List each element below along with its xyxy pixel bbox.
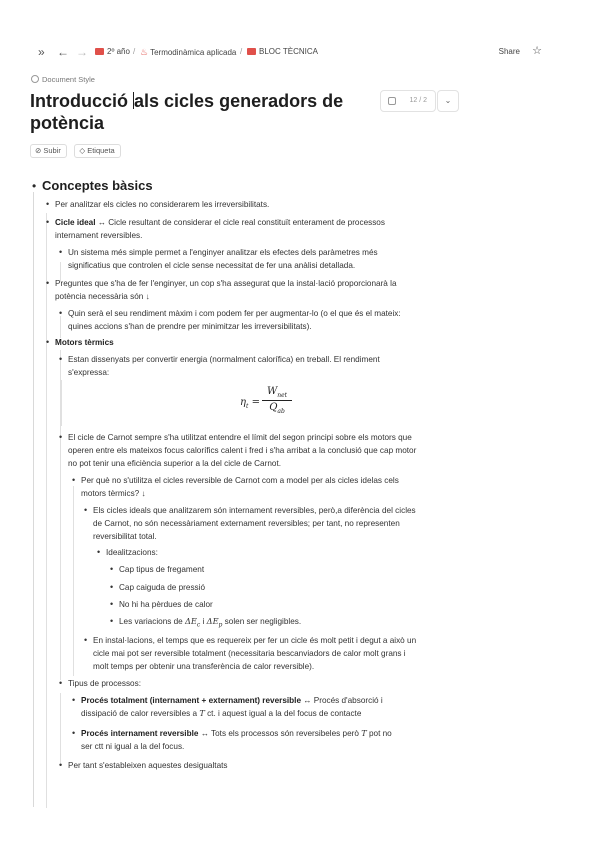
bullet: • [46,337,50,347]
breadcrumb-item-year[interactable]: 2º año [95,44,130,60]
list-item-motors[interactable]: Motors tèrmics [55,338,114,347]
list-item-continuation: reversibilitat total. [93,532,157,541]
list-item-continuation: s'expressa: [68,368,110,377]
bullet: • [46,278,50,288]
bullet: • [97,547,101,557]
list-item[interactable]: Un sistema més simple permet a l'enginyer analitzar els efectes dels paràmetres més [68,248,378,257]
list-item-continuation: ser ctt ni igual a la del focus. [81,742,185,751]
list-item[interactable]: En instal·lacions, el temps que es requereix per fer un cicle és molt petit i degut a això un [93,636,417,645]
page-counter[interactable]: 12 / 2 [380,90,436,112]
list-item[interactable]: Cap tipus de fregament [119,565,205,574]
list-item-continuation: operen entre els mateixos focus calorífics calent i fred i s'ha arribat a la conclusió que cap motor [68,446,417,455]
list-item-continuation: significatius que controlen el cicle sense necessitat de fer una anàlisi detallada. [68,261,356,270]
bullet: • [59,354,63,364]
list-item[interactable]: Preguntes que s'ha de fer l'enginyer, un cop s'ha assegurat que la instal·lació proporcionarà la [55,279,397,288]
list-item-continuation: cicle mai pot ser reversible totalment (necessitaria bescanviadors de calor molt grans i [93,649,406,658]
list-item[interactable]: Quin serà el seu rendiment màxim i com podem fer per augmentar-lo (o el que és el mateix: [68,309,401,318]
bullet: • [110,616,114,626]
page-title[interactable]: Introducció als cicles generadors de potència [30,91,344,133]
list-item-continuation: molt temps per obtenir una transferència de calor reversible). [93,662,315,671]
bullet: • [110,582,114,592]
list-item[interactable]: Cap caiguda de pressió [119,583,206,592]
document-style-label[interactable]: Document Style [31,74,95,86]
equation-denominator: $Q_{ab}$ [269,402,285,415]
bullet: • [59,760,63,770]
list-item[interactable]: Per analitzar els cicles no considerarem les irreversibilitats. [55,200,270,209]
list-item-continuation: quines accions s'han de prendre per minimitzar les irreversibilitats). [68,322,312,331]
margin-rule [33,192,34,807]
list-item-continuation: no pot tenir una eficiència superior a la del cicle de Carnot. [68,459,281,468]
collapse-sidebar-icon[interactable]: » [38,45,45,59]
bullet: • [110,564,114,574]
bullet: • [32,179,37,193]
bullet: • [46,199,50,209]
top-bar [0,40,600,64]
page-dropdown-button[interactable] [437,90,459,112]
list-item[interactable]: El cicle de Carnot sempre s'ha utilitzat entendre el límit del segon principi sobre els motors que [68,433,412,442]
list-item-continuation: potència necessària són ↓ [55,292,150,301]
list-item[interactable]: Cicle ideal ↔ Cicle resultant de considerar el cicle real constituït enterament de processos [55,218,385,227]
indent-guide [46,213,50,808]
breadcrumb-separator: / [133,47,136,56]
tag-subir[interactable]: ⊘ Subir [30,144,67,158]
list-item[interactable]: Procés internament reversible ↔ Tots els processos són reversibeles però T pot no [81,728,392,738]
equation-lhs: $\eta_t$ = [240,397,260,410]
list-item[interactable]: Idealitzacions: [106,548,158,557]
equation-numerator: $W_{net}$ [262,386,292,401]
list-item[interactable]: No hi ha pèrdues de calor [119,600,213,609]
tag-icon: ◇ [79,146,88,155]
breadcrumb-item-course[interactable]: ♨ Termodinàmica aplicada [140,47,237,57]
pages-icon [388,97,396,105]
list-item[interactable]: Per què no s'utilitza el cicles reversible de Carnot com a model per als cicles idelas cels [81,476,399,485]
bullet: • [72,728,76,738]
list-item-continuation: internament reversibles. [55,231,143,240]
indent-guide [73,486,74,676]
bullet: • [84,635,88,645]
share-button[interactable]: Share [498,47,520,56]
indent-guide [60,693,61,763]
bullet: • [72,475,76,485]
bullet: • [59,432,63,442]
bullet: • [110,599,114,609]
folder-icon [95,48,104,55]
list-item[interactable]: Procés totalment (internament + externament) reversible ↔ Procés d'absorció i [81,696,383,705]
bullet: • [59,308,63,318]
bullet: • [59,247,63,257]
tag-etiqueta[interactable]: ◇ Etiqueta [74,144,120,158]
arrow-right-icon[interactable]: → [76,45,88,59]
bullet: • [46,217,50,227]
list-item[interactable]: Tipus de processos: [68,679,141,688]
flame-icon: ♨ [140,47,149,57]
list-item-continuation: motors tèrmics? ↓ [81,489,146,498]
breadcrumb-separator: / [240,47,243,56]
section-heading[interactable]: Conceptes bàsics [42,178,153,193]
list-item[interactable]: Els cicles ideals que analitzarem són internament reversibles, però,a diferència del cicles [93,506,416,515]
breadcrumb-item-bloc[interactable]: BLOC TÈCNICA [247,44,318,60]
bullet: • [59,678,63,688]
bullet: • [72,695,76,705]
list-item-continuation: de Carnot, no són necessàriament externament reversibles; per tant, no representen [93,519,400,528]
list-item-continuation: dissipació de calor reversibles a T ct. i aquest igual a la del focus de contacte [81,708,362,718]
bullet: • [84,505,88,515]
list-item[interactable]: Estan dissenyats per convertir energia (normalment calorífica) en treball. El rendiment [68,355,380,364]
star-icon[interactable]: ☆ [532,45,542,57]
link-icon: ⊘ [35,146,44,155]
chevron-down-icon: ⌄ [444,96,452,105]
tag-list [30,140,124,154]
style-icon [31,75,39,83]
arrow-left-icon[interactable]: ← [57,45,69,59]
list-item[interactable]: Per tant s'estableixen aquestes desigualtats [68,761,228,770]
list-item[interactable]: Les variacions de $\Delta E_c$ i $\Delta E_p$ solen ser negligibles. [119,616,302,629]
folder-icon [247,48,256,55]
